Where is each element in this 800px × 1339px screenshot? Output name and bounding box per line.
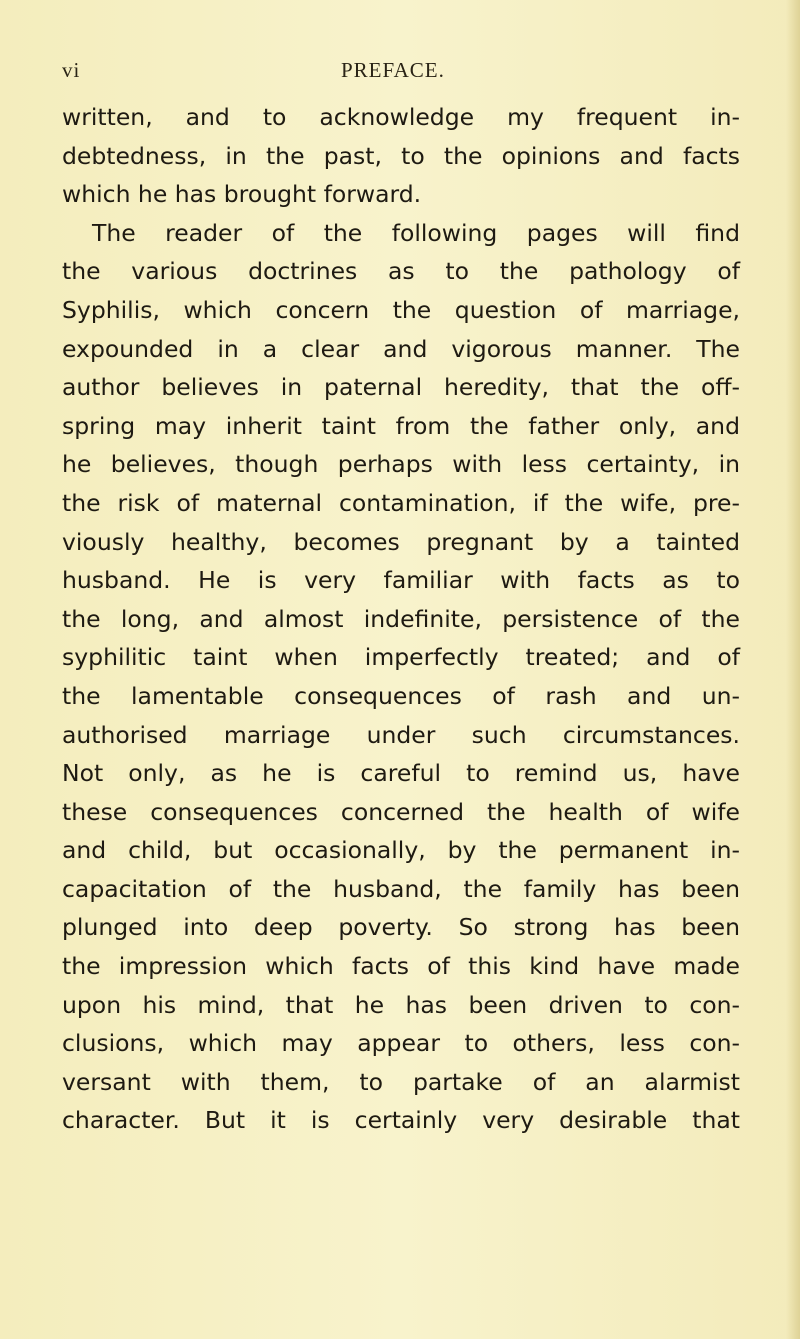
text-line: the impression which facts of this kind have made (62, 952, 740, 981)
text-line: debtedness, in the past, to the opinions and facts (62, 141, 740, 170)
running-head (62, 58, 742, 88)
body-text (62, 98, 740, 1140)
text-line: authorised marriage under such circumstances. (62, 720, 740, 749)
text-line: the long, and almost indefinite, persistence of the (62, 604, 740, 633)
running-title: PREFACE. (341, 58, 445, 82)
text-line: husband. He is very familiar with facts as to (62, 566, 740, 595)
text-line: expounded in a clear and vigorous manner. The (62, 334, 740, 363)
text-line: The reader of the following pages will find (92, 218, 740, 247)
text-line: character. But it is certainly very desirable that (62, 1106, 740, 1135)
page-number: vi (62, 58, 81, 82)
text-line: viously healthy, becomes pregnant by a tainted (62, 527, 740, 556)
text-line: he believes, though perhaps with less certainty, in (62, 450, 740, 479)
text-line: Not only, as he is careful to remind us, have (62, 759, 740, 788)
text-line: these consequences concerned the health of wife (62, 797, 740, 826)
text-line: author believes in paternal heredity, that the off- (62, 373, 740, 402)
text-line: clusions, which may appear to others, less con- (62, 1029, 740, 1058)
text-line: capacitation of the husband, the family has been (62, 874, 740, 903)
text-line: plunged into deep poverty. So strong has been (62, 913, 740, 942)
text-line: spring may inherit taint from the father only, and (62, 411, 740, 440)
text-line: the lamentable consequences of rash and un- (62, 681, 740, 710)
page-edge-shadow (786, 0, 800, 1339)
text-line: written, and to acknowledge my frequent in- (62, 103, 740, 131)
text-line: the risk of maternal contamination, if the wife, pre- (62, 488, 740, 517)
text-line: syphilitic taint when imperfectly treated; and of (62, 643, 740, 672)
text-line: and child, but occasionally, by the permanent in- (62, 836, 740, 865)
text-line: versant with them, to partake of an alarmist (62, 1067, 740, 1096)
text-line: the various doctrines as to the pathology of (62, 257, 740, 286)
text-line: which he has brought forward. (62, 180, 422, 209)
text-line: Syphilis, which concern the question of marriage, (62, 295, 740, 324)
text-line: upon his mind, that he has been driven to con- (62, 990, 740, 1019)
